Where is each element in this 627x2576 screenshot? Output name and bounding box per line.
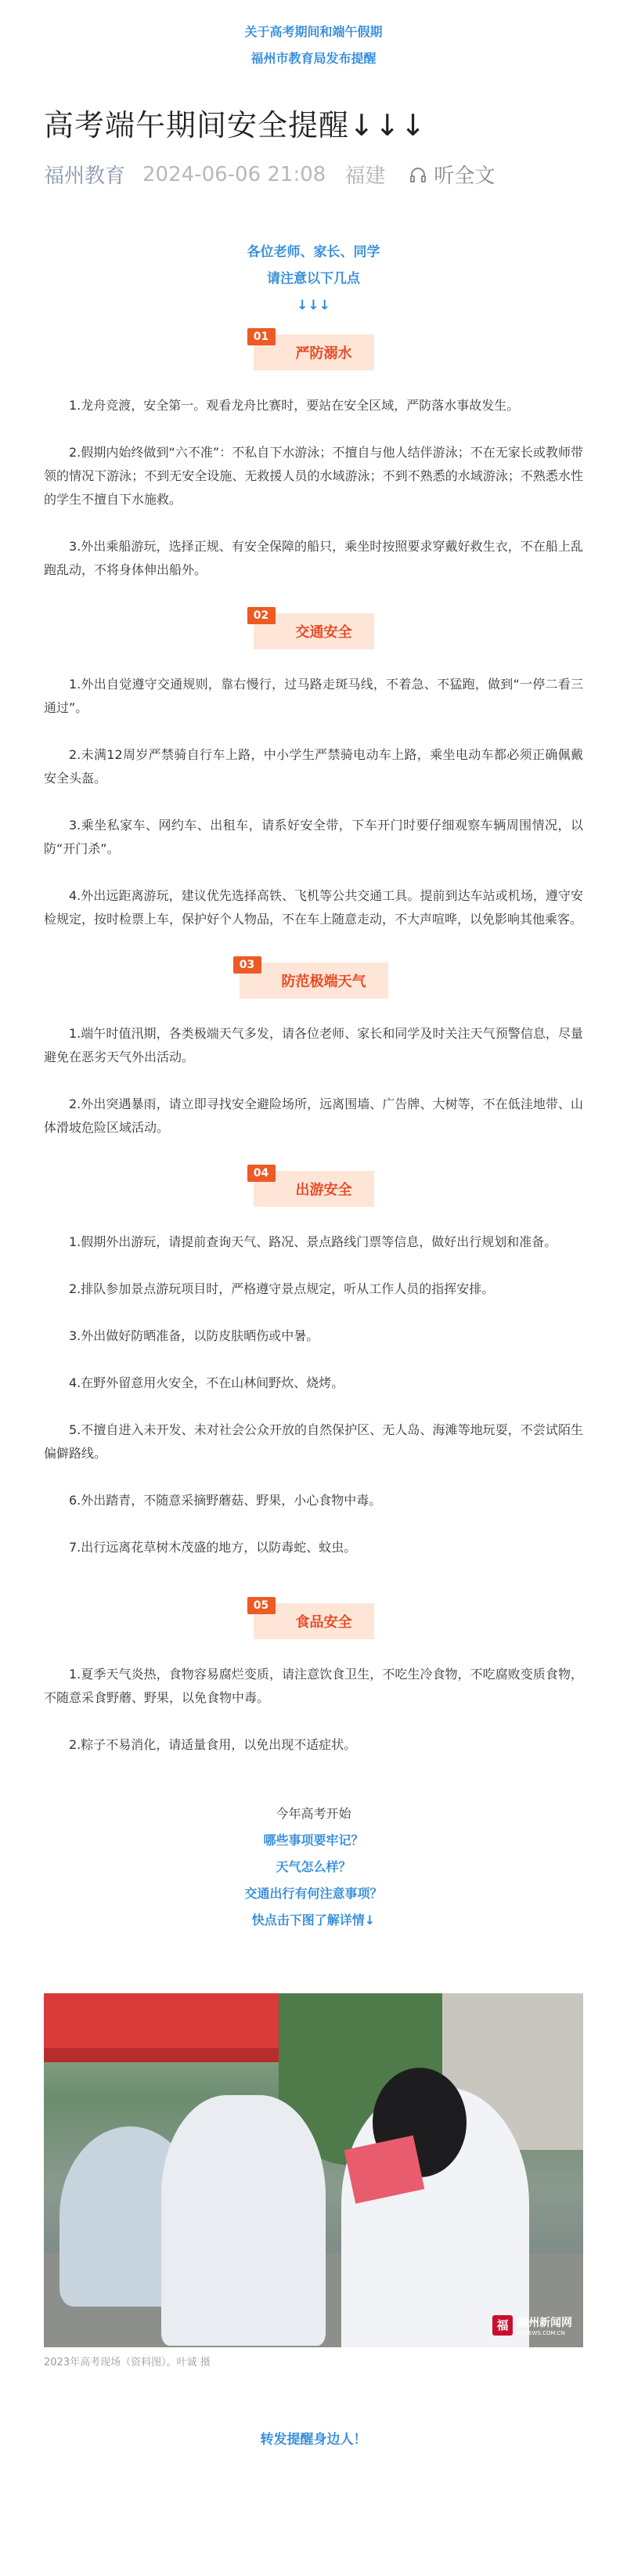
paragraph: 6.外出踏青，不随意采摘野蘑菇、野果，小心食物中毒。: [69, 1493, 382, 1508]
photo-red-tent-edge: [44, 2048, 294, 2062]
paragraph: 4.在野外留意用火安全，不在山林间野炊、烧烤。: [69, 1375, 344, 1390]
listen-full-text-button[interactable]: [409, 160, 495, 189]
account-name-link[interactable]: 福州教育: [44, 164, 126, 188]
paragraph: 3.外出做好防晒准备，以防皮肤晒伤或中暑。: [69, 1328, 319, 1343]
greeting-arrows: ↓↓↓: [297, 298, 330, 313]
watermark-text: 福州新闻网: [517, 2317, 572, 2329]
paragraph: 3.乘坐私家车、网约车、出租车，请系好安全带，下车开门时要仔细观察车辆周围情况，以防“开门杀”。: [44, 818, 583, 856]
greeting-block: [0, 239, 627, 319]
photo-red-tent: [44, 1993, 294, 2048]
section-title: 严防溺水: [254, 334, 374, 370]
section-body: [0, 1022, 627, 1140]
paragraph: 2.假期内始终做到“六不准”：不私自下水游泳；不擅自与他人结伴游泳；不在无家长或教师带领的情况下游泳；不到无安全设施、无救援人员的水域游泳；不到不熟悉的水域游泳；不熟悉水性的学生不擅自下水施救。: [44, 445, 583, 507]
greeting-line-1: 各位老师、家长、同学: [247, 244, 380, 260]
section-number: 02: [247, 607, 276, 624]
section-title: 出游安全: [254, 1171, 374, 1207]
forward-reminder: 转发提醒身边人！: [260, 2432, 367, 2448]
paragraph: 7.出行远离花草树木茂盛的地方，以防毒蛇、蚊虫。: [69, 1540, 357, 1555]
section-body: [0, 673, 627, 931]
outro-block: [0, 1801, 627, 1934]
greeting-line-2: 请注意以下几点: [267, 271, 360, 287]
section-number: 04: [247, 1165, 276, 1182]
paragraph: 1.夏季天气炎热，食物容易腐烂变质，请注意饮食卫生，不吃生冷食物，不吃腐败变质食物，不随意采食野蘑、野果，以免食物中毒。: [44, 1667, 583, 1705]
article-meta: [44, 160, 583, 189]
listen-label: 听全文: [434, 164, 495, 188]
section-header: [0, 609, 627, 649]
paragraph: 2.外出突遇暴雨，请立即寻找安全避险场所，远离围墙、广告牌、大树等，不在低洼地带、山体滑坡危险区域活动。: [44, 1097, 583, 1135]
watermark-text-group: [517, 2314, 572, 2336]
paragraph: 4.外出远距离游玩，建议优先选择高铁、飞机等公共交通工具。提前到达车站或机场，遵守安检规定，按时检票上车，保护好个人物品，不在车上随意走动，不大声喧哗，以免影响其他乘客。: [44, 888, 583, 927]
outro-line-1: 今年高考开始: [276, 1806, 351, 1821]
article-title: 高考端午期间安全提醒↓↓↓: [44, 108, 427, 143]
exam-site-photo[interactable]: [44, 1993, 583, 2347]
outro-line-5[interactable]: 快点击下图了解详情↓: [251, 1913, 376, 1927]
paragraph: 3.外出乘船游玩，选择正规、有安全保障的船只，乘坐时按照要求穿戴好救生衣，不在船上乱跑乱动，不将身体伸出船外。: [44, 539, 583, 577]
outro-line-3: 天气怎么样？: [276, 1859, 351, 1874]
photo-student: [161, 2095, 326, 2346]
section-title: 防范极端天气: [240, 963, 388, 999]
section-number: 05: [247, 1597, 276, 1614]
paragraph: 2.粽子不易消化，请适量食用，以免出现不适症状。: [69, 1737, 357, 1752]
publish-location: 福建: [344, 164, 386, 188]
section-badge: [253, 1167, 374, 1207]
section-body: [0, 1230, 627, 1559]
watermark-subtext: FZNEWS.COM.CN: [517, 2330, 565, 2336]
section-header: [0, 1167, 627, 1207]
paragraph: 5.不擅自进入未开发、未对社会公众开放的自然保护区、无人岛、海滩等地玩耍，不尝试陌生偏僻路线。: [44, 1422, 583, 1461]
paragraph: 2.未满12周岁严禁骑自行车上路，中小学生严禁骑电动车上路，乘坐电动车都必须正确佩戴安全头盔。: [44, 747, 583, 786]
section-title: 食品安全: [254, 1603, 374, 1639]
article-lead: [0, 0, 627, 72]
paragraph: 1.假期外出游玩，请提前查询天气、路况、景点路线门票等信息，做好出行规划和准备。: [69, 1234, 557, 1249]
article-header: [0, 103, 627, 189]
section-number: 03: [233, 956, 261, 974]
section-badge: [253, 331, 374, 370]
publish-datetime: 2024-06-06 21:08: [142, 162, 326, 186]
photo-caption: 2023年高考现场（资料图）。叶诚 摄: [44, 2357, 211, 2368]
photo-watermark: [492, 2314, 572, 2336]
paragraph: 2.排队参加景点游玩项目时，严格遵守景点规定，听从工作人员的指挥安排。: [69, 1281, 495, 1296]
paragraph: 1.龙舟竞渡，安全第一。观看龙舟比赛时，要站在安全区域，严防落水事故发生。: [69, 398, 520, 413]
section-number: 01: [247, 328, 276, 345]
section-title: 交通安全: [254, 613, 374, 649]
section-body: [0, 394, 627, 582]
lead-line-1: 关于高考期间和端午假期: [244, 24, 383, 39]
paragraph: 1.外出自觉遵守交通规则，靠右慢行，过马路走斑马线，不着急、不猛跑，做到“一停二看三通过”。: [44, 677, 583, 715]
outro-line-4: 交通出行有何注意事项？: [244, 1886, 383, 1901]
fznews-logo-icon: 福: [492, 2315, 513, 2336]
headphones-icon: [409, 165, 427, 184]
lead-line-2: 福州市教育局发布提醒: [250, 51, 377, 66]
section-header: [0, 1599, 627, 1639]
section-badge: [253, 609, 374, 649]
section-body: [0, 1663, 627, 1757]
section-badge: [239, 959, 388, 999]
section-badge: [253, 1599, 374, 1639]
section-header: [0, 331, 627, 370]
paragraph: 1.端午时值汛期，各类极端天气多发，请各位老师、家长和同学及时关注天气预警信息，尽量避免在恶劣天气外出活动。: [44, 1026, 583, 1064]
outro-line-2: 哪些事项要牢记？: [263, 1833, 364, 1848]
section-header: [0, 959, 627, 999]
